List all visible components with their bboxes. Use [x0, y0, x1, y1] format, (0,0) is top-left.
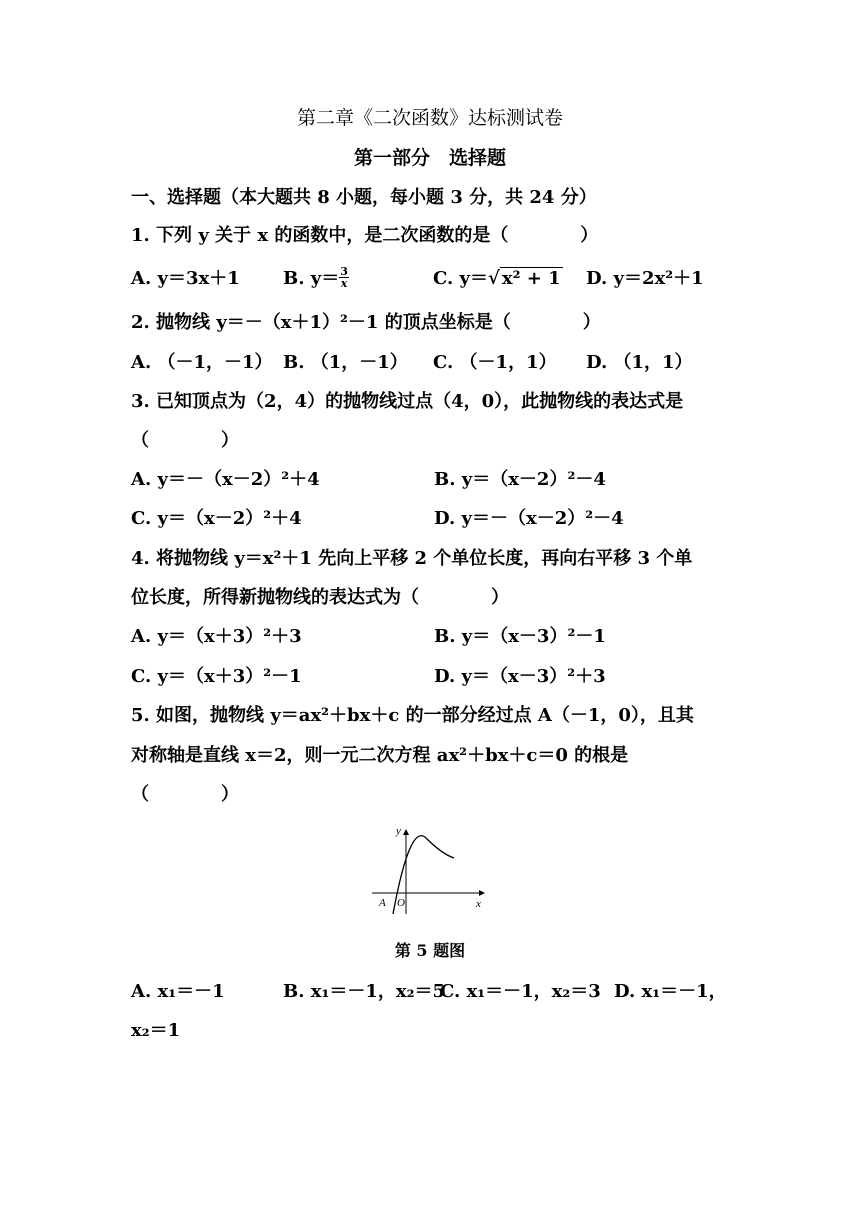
question-3-option-c: C. y＝（x－2）²＋4 [131, 508, 302, 529]
question-4-stem: 4. 将抛物线 y＝x²＋1 先向上平移 2 个单位长度，再向右平移 3 个单 [131, 548, 693, 569]
option-c-prefix: C. y＝ [433, 268, 489, 289]
point-a-label: A [379, 897, 386, 909]
question-1-option-d: D. y＝2x²＋1 [586, 268, 704, 289]
question-1-option-c [433, 267, 563, 291]
question-2-option-b: B. （1，－1） [283, 352, 408, 373]
x-axis-label: x [476, 898, 481, 910]
question-2-option-a: A. （－1，－1） [131, 352, 273, 373]
y-axis-label: y [396, 825, 401, 837]
question-1-option-b [283, 264, 349, 291]
sqrt-icon: √ [488, 268, 500, 289]
question-2-option-c: C. （－1，1） [433, 352, 557, 373]
question-1-option-a: A. y＝3x＋1 [131, 268, 240, 289]
question-5-option-d: D. x₁＝－1， [614, 981, 727, 1002]
question-3-stem: 3. 已知顶点为（2，4）的抛物线过点（4，0），此抛物线的表达式是 [131, 391, 684, 412]
question-5-option-a: A. x₁＝－1 [131, 981, 225, 1002]
question-5-stem-cont: 对称轴是直线 x＝2，则一元二次方程 ax²＋bx＋c＝0 的根是 [131, 745, 629, 766]
question-1-stem: 1. 下列 y 关于 x 的函数中，是二次函数的是（ ） [131, 225, 599, 246]
fraction-denominator: x [340, 276, 348, 290]
question-3-option-d: D. y＝－（x－2）²－4 [434, 508, 624, 529]
origin-label: O [397, 897, 405, 909]
part-heading: 第一部分 选择题 [353, 147, 506, 169]
question-5-option-b: B. x₁＝－1，x₂＝5 [283, 981, 446, 1002]
fraction [339, 266, 349, 289]
question-5-stem-bracket: （ ） [131, 784, 239, 805]
figure-caption: 第 5 题图 [394, 941, 466, 960]
question-4-stem-cont: 位长度，所得新抛物线的表达式为（ ） [131, 587, 509, 608]
question-4-option-b: B. y＝（x－3）²－1 [434, 626, 606, 647]
parabola-figure [368, 820, 492, 916]
question-5-option-c: C. x₁＝－1，x₂＝3 [440, 981, 601, 1002]
question-5-option-d-cont: x₂＝1 [131, 1020, 181, 1041]
question-5-stem: 5. 如图，抛物线 y＝ax²＋bx＋c 的一部分经过点 A（－1，0），且其 [131, 705, 694, 726]
question-3-option-b: B. y＝（x－2）²－4 [434, 469, 606, 490]
exam-title: 第二章《二次函数》达标测试卷 [296, 107, 563, 129]
question-4-option-d: D. y＝（x－3）²＋3 [434, 666, 606, 687]
question-4-option-c: C. y＝（x＋3）²－1 [131, 666, 302, 687]
question-4-option-a: A. y＝（x＋3）²＋3 [131, 626, 302, 647]
fraction-numerator: 3 [340, 264, 348, 278]
question-2-stem: 2. 抛物线 y＝－（x＋1）²－1 的顶点坐标是（ ） [131, 312, 601, 333]
question-3-option-a: A. y＝－（x－2）²＋4 [131, 469, 320, 490]
radicand: x² + 1 [501, 268, 561, 289]
option-b-prefix: B. y＝ [283, 268, 340, 289]
question-2-option-d: D. （1，1） [586, 352, 693, 373]
question-3-stem-cont: （ ） [131, 430, 239, 451]
section-heading: 一、选择题（本大题共 8 小题，每小题 3 分，共 24 分） [131, 187, 597, 208]
